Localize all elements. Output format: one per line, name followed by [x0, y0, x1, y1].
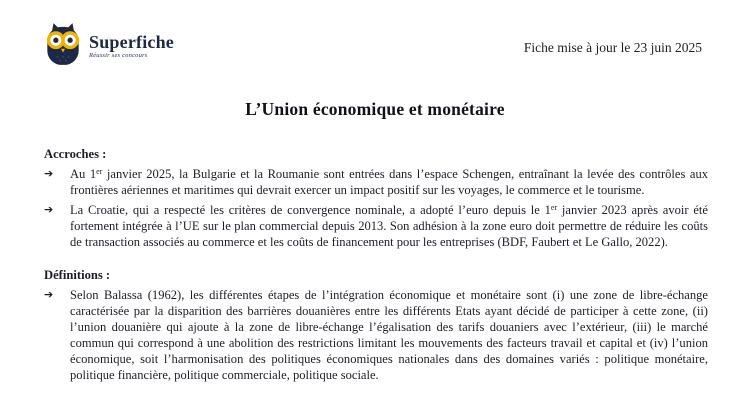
brand-wordmark	[89, 33, 174, 60]
bullet-text	[70, 287, 708, 383]
bullet-text-post: janvier 2023 après avoir été fortement intégrée à l’UE sur le plan commercial depuis 2013. Son adhésion à la zone euro doit permettre de réduire les coûts de transaction associés au commerce et les coûts de financement pour les entreprises (BDF, Faubert et Le Gallo, 2022).	[70, 203, 708, 249]
section-definitions	[44, 267, 708, 383]
arrow-bullet-icon: ➔	[44, 288, 54, 301]
section-heading-accroches: Accroches :	[44, 147, 107, 161]
brand-tagline: Réussir ses concours	[89, 52, 148, 60]
list-item	[44, 202, 708, 250]
section-accroches	[44, 146, 708, 250]
list-item	[44, 166, 708, 198]
bullet-text	[70, 202, 708, 250]
bullet-text-post: janvier 2025, la Bulgarie et la Roumanie sont entrées dans l’espace Schengen, entraînant la levée des contrôles aux frontières aériennes et maritimes qui devrait exercer un impact positif sur les voyages, le commerce et le tourisme.	[70, 167, 709, 197]
section-heading-definitions: Définitions :	[44, 268, 111, 282]
owl-logo-icon	[44, 20, 82, 68]
brand-logo	[44, 20, 174, 68]
document-content	[0, 146, 750, 383]
brand-name: Superfiche	[89, 31, 174, 52]
arrow-bullet-icon: ➔	[44, 203, 54, 216]
update-date-notice: Fiche mise à jour le 23 juin 2025	[523, 40, 702, 55]
page-header	[0, 0, 750, 68]
list-item	[44, 287, 708, 383]
page-title: L’Union économique et monétaire	[245, 99, 505, 119]
arrow-bullet-icon: ➔	[44, 167, 54, 180]
bullet-text-pre: La Croatie, qui a respecté les critères de convergence nominale, a adopté l’euro depuis le 1	[70, 203, 551, 217]
bullet-text-pre: Au 1	[70, 167, 97, 181]
ordinal-superscript: er	[96, 167, 103, 176]
ordinal-superscript: er	[550, 203, 558, 212]
bullet-text-pre: Selon Balassa (1962), les différentes étapes de l’intégration économique et monétaire sont (i) une zone de libre-échange caractérisée par la disparition des barrières douanières entre les différents Etats ayant décidé de participer à cette zone, (ii) l’union douanière qui ajoute à la zone de libre-échange l’égalisation des tarifs douaniers avec l’extérieur, (iii) le marché commun qui correspond à une abolition des restrictions limitant les mouvements des facteurs travail et capital et (iv) l’union économique, soit l’harmonisation des politiques économiques nationales dans des domaines variés : politique monétaire, politique financière, politique commerciale, politique sociale.	[70, 288, 708, 382]
bullet-text	[70, 166, 708, 198]
